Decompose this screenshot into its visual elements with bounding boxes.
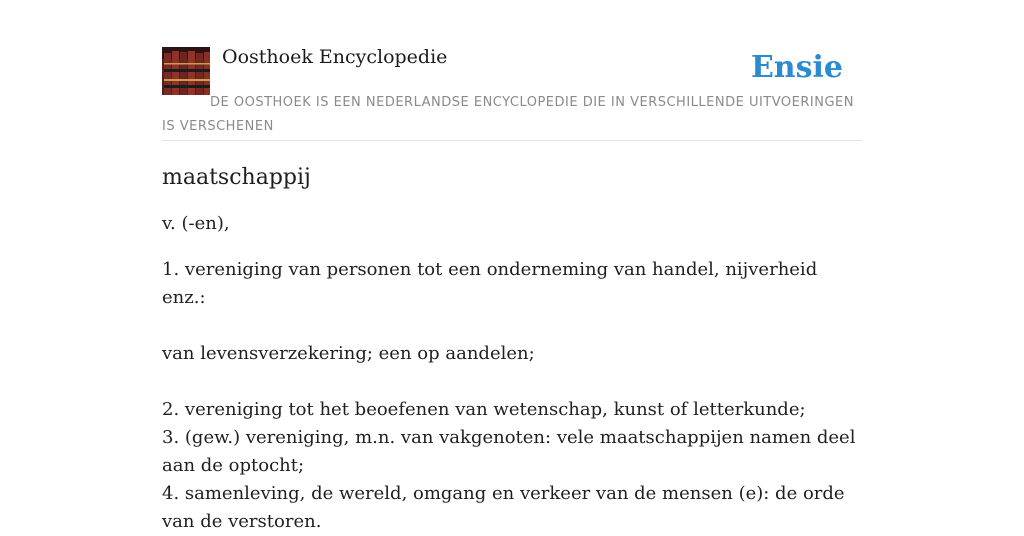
definition-line: 2. vereniging tot het beoefenen van wetenschap, kunst of letterkunde;	[162, 399, 806, 420]
ensie-logo[interactable]: Ensie	[750, 50, 843, 85]
source-avatar[interactable]	[162, 47, 210, 95]
entry-definitions	[162, 256, 862, 536]
source-name[interactable]: Oosthoek Encyclopedie	[222, 46, 448, 68]
entry-grammar: v. (-en),	[162, 213, 230, 234]
definition-line: 3. (gew.) vereniging, m.n. van vakgenoten: vele maatschappijen namen deel aan de optocht;	[162, 427, 856, 476]
definition-line: 1. vereniging van personen tot een onderneming van handel, nijverheid enz.:	[162, 259, 818, 308]
source-description: DE OOSTHOEK IS EEN NEDERLANDSE ENCYCLOPEDIE DIE IN VERSCHILLENDE UITVOERINGEN IS VERSCHENEN	[162, 95, 854, 134]
entry-term: maatschappij	[162, 165, 311, 190]
source-header	[162, 46, 862, 141]
definition-spacer	[162, 368, 862, 396]
entry-content	[162, 160, 862, 536]
definition-spacer	[162, 312, 862, 340]
definition-line: van levensverzekering; een op aandelen;	[162, 343, 535, 364]
definition-line: 4. samenleving, de wereld, omgang en verkeer van de mensen (e): de orde van de verstoren.	[162, 483, 845, 532]
book-spines-image	[162, 47, 210, 95]
